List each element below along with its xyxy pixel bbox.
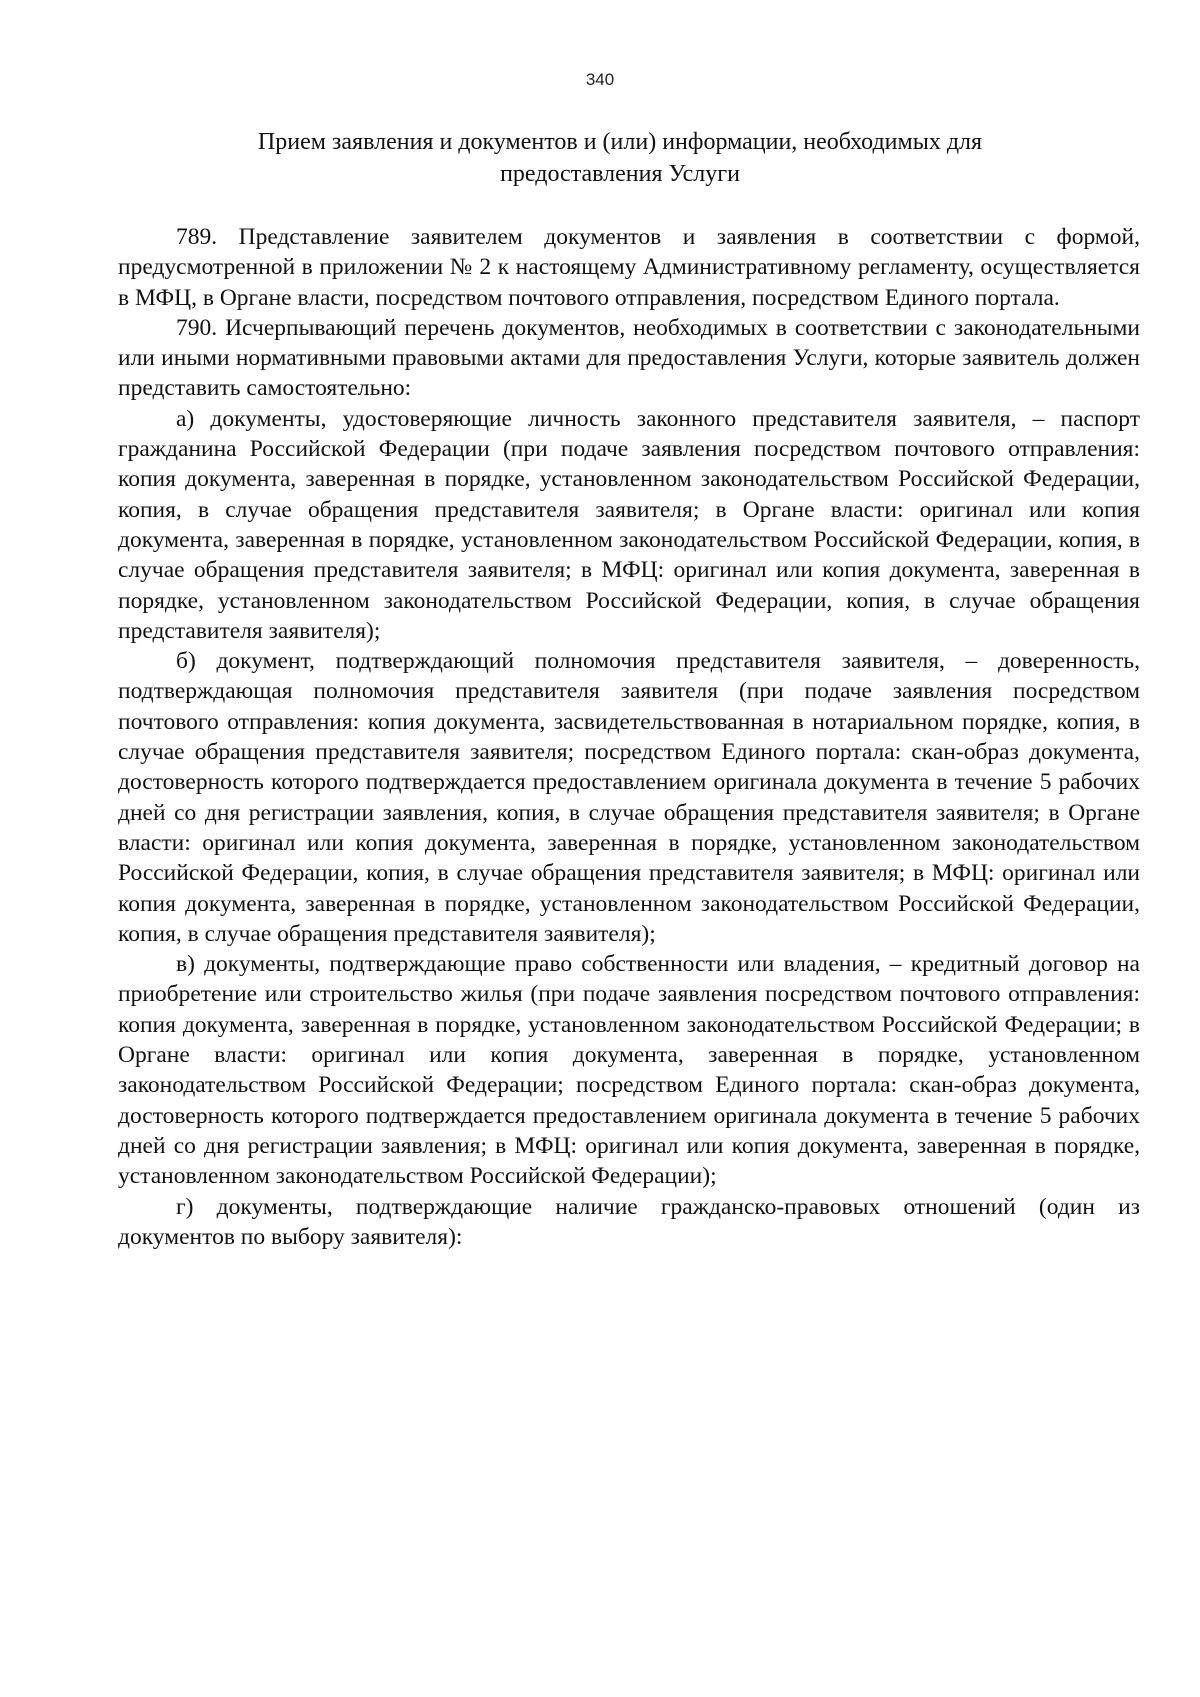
- list-item-b: б) документ, подтверждающий полномочия представителя заявителя, – доверенность, подтверждающая полномочия представителя заявителя (при подаче заявления посредством почтового отправления: копия документа, засвидетельствованная в нотариальном порядке, копия, в случае обращения представителя заявителя; посредством Единого портала: скан-образ документа, достоверность которого подтверждается предоставлением оригинала документа в течение 5 рабочих дней со дня регистрации заявления, копия, в случае обращения представителя заявителя; в Органе власти: оригинал или копия документа, заверенная в порядке, установленном законодательством Российской Федерации, копия, в случае обращения представителя заявителя; в МФЦ: оригинал или копия документа, заверенная в порядке, установленном законодательством Российской Федерации, копия, в случае обращения представителя заявителя);: [118, 648, 1140, 947]
- paragraph-789: 789. Представление заявителем документов и заявления в соответствии с формой, предусмотренной в приложении № 2 к настоящему Административному регламенту, осуществляется в МФЦ, в Органе власти, посредством почтового отправления, посредством Единого портала.: [118, 224, 1140, 311]
- section-heading-line-1: Прием заявления и документов и (или) информации, необходимых для: [257, 129, 983, 155]
- section-heading: [190, 126, 1050, 190]
- section-heading-line-2: предоставления Услуги: [500, 161, 740, 187]
- list-item-g: г) документы, подтверждающие наличие гражданско-правовых отношений (один из документов по выбору заявителя):: [118, 1193, 1140, 1250]
- list-item-a: а) документы, удостоверяющие личность законного представителя заявителя, – паспорт гражданина Российской Федерации (при подаче заявления посредством почтового отправления: копия документа, заверенная в порядке, установленном законодательством Российской Федерации, копия, в случае обращения представителя заявителя; в Органе власти: оригинал или копия документа, заверенная в порядке, установленном законодательством Российской Федерации, копия, в случае обращения представителя заявителя; в МФЦ: оригинал или копия документа, заверенная в порядке, установленном законодательством Российской Федерации, копия, в случае обращения представителя заявителя);: [118, 405, 1140, 644]
- document-body: [118, 222, 1140, 1252]
- list-item-v: в) документы, подтверждающие право собственности или владения, – кредитный договор на приобретение или строительство жилья (при подаче заявления посредством почтового отправления: копия документа, заверенная в порядке, установленном законодательством Российской Федерации; в Органе власти: оригинал или копия документа, заверенная в порядке, установленном законодательством Российской Федерации; посредством Единого портала: скан-образ документа, достоверность которого подтверждается предоставлением оригинала документа в течение 5 рабочих дней со дня регистрации заявления; в МФЦ: оригинал или копия документа, заверенная в порядке, установленном законодательством Российской Федерации);: [118, 951, 1140, 1190]
- page-number: 340: [585, 70, 615, 89]
- paragraph-790: 790. Исчерпывающий перечень документов, необходимых в соответствии с законодательными или иными нормативными правовыми актами для предоставления Услуги, которые заявитель должен представить самостоятельно:: [118, 314, 1140, 402]
